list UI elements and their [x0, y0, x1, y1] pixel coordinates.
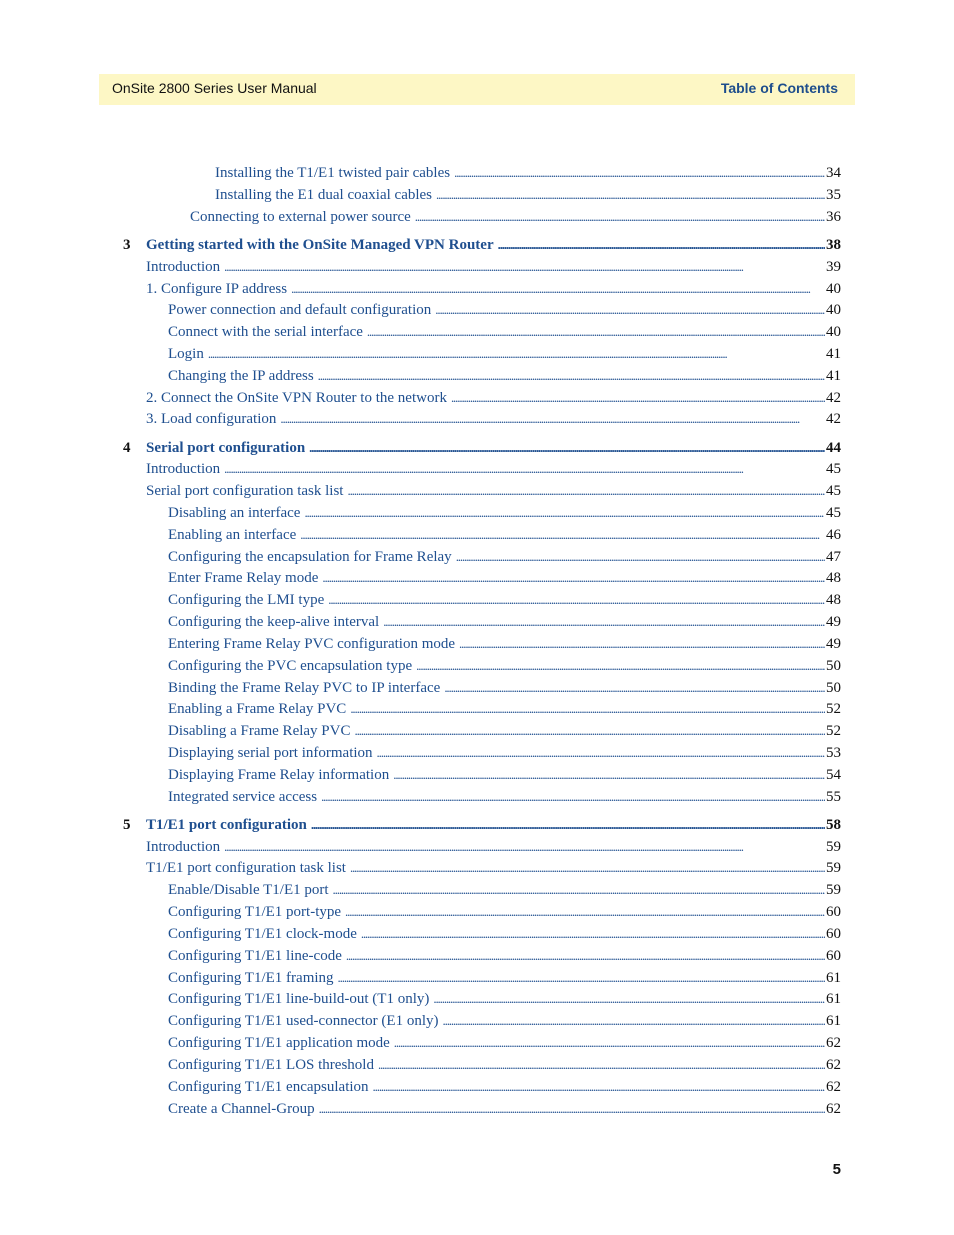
- toc-dot-leader: [394, 1033, 825, 1053]
- toc-entry-page[interactable]: 62: [826, 1035, 841, 1051]
- toc-entry-title[interactable]: Connect with the serial interface: [168, 324, 363, 340]
- toc-entry-title[interactable]: 2. Connect the OnSite VPN Router to the network: [146, 390, 447, 406]
- toc-entry-page[interactable]: 41: [826, 368, 841, 384]
- toc-entry-page[interactable]: 49: [826, 636, 841, 652]
- toc-dot-leader: [416, 656, 825, 676]
- toc-dot-leader: [300, 525, 825, 545]
- toc-entry-title[interactable]: 1. Configure IP address: [146, 281, 288, 297]
- toc-entry[interactable]: [168, 634, 841, 654]
- toc-entry-page[interactable]: 48: [826, 592, 841, 608]
- toc-dot-leader: [436, 185, 825, 205]
- toc-entry[interactable]: [168, 612, 841, 632]
- toc-entry-title[interactable]: Enable/Disable T1/E1 port: [168, 882, 329, 898]
- toc-entry-page[interactable]: 42: [826, 411, 841, 427]
- toc-entry-page[interactable]: 60: [826, 926, 841, 942]
- toc-entry-title[interactable]: Configuring the encapsulation for Frame Relay: [168, 549, 452, 565]
- toc-dot-leader: [378, 1055, 825, 1075]
- toc-dot-leader: [224, 257, 825, 277]
- toc-entry[interactable]: [168, 765, 841, 785]
- toc-chapter-number: 5: [123, 817, 131, 833]
- toc-entry-title[interactable]: Configuring the LMI type: [168, 592, 325, 608]
- toc-entry-title[interactable]: Login: [168, 346, 204, 362]
- toc-entry-title[interactable]: Configuring T1/E1 application mode: [168, 1035, 390, 1051]
- toc-entry-page[interactable]: 50: [826, 680, 841, 696]
- toc-dot-leader: [433, 989, 825, 1009]
- toc-entry[interactable]: [146, 858, 841, 878]
- toc-dot-leader: [311, 815, 825, 835]
- toc-entry[interactable]: [168, 1077, 841, 1097]
- toc-entry-page[interactable]: 59: [826, 839, 841, 855]
- toc-entry-title[interactable]: 3. Load configuration: [146, 411, 277, 427]
- toc-entry-title[interactable]: Installing the E1 dual coaxial cables: [215, 187, 433, 203]
- toc-entry-title[interactable]: Getting started with the OnSite Managed VPN Router: [146, 237, 494, 253]
- toc-dot-leader: [347, 481, 825, 501]
- toc-entry[interactable]: [168, 1033, 841, 1053]
- toc-entry-page[interactable]: 40: [826, 281, 841, 297]
- toc-entry[interactable]: [168, 1099, 841, 1119]
- toc-entry-title[interactable]: Configuring T1/E1 clock-mode: [168, 926, 357, 942]
- toc-entry[interactable]: [168, 968, 841, 988]
- toc-dot-leader: [451, 388, 825, 408]
- toc-dot-leader: [328, 590, 825, 610]
- toc-dot-leader: [373, 1077, 825, 1097]
- toc-entry[interactable]: [146, 481, 841, 501]
- toc-entry[interactable]: [190, 207, 841, 227]
- toc-entry-page[interactable]: 61: [826, 970, 841, 986]
- toc-entry-title[interactable]: Configuring the keep-alive interval: [168, 614, 380, 630]
- toc-entry-title[interactable]: Enter Frame Relay mode: [168, 570, 319, 586]
- toc-entry-title[interactable]: T1/E1 port configuration task list: [146, 860, 346, 876]
- toc-chapter-entry[interactable]: [146, 235, 841, 255]
- toc-entry-title[interactable]: Entering Frame Relay PVC configuration mode: [168, 636, 456, 652]
- toc-dot-leader: [319, 1099, 825, 1119]
- toc-entry-page[interactable]: 34: [826, 165, 841, 181]
- toc-entry-page[interactable]: 45: [826, 461, 841, 477]
- toc-entry-title[interactable]: Connecting to external power source: [190, 209, 411, 225]
- toc-dot-leader: [361, 924, 825, 944]
- toc-dot-leader: [309, 438, 825, 458]
- toc-entry-page[interactable]: 61: [826, 1013, 841, 1029]
- toc-entry-page[interactable]: 53: [826, 745, 841, 761]
- toc-entry-page[interactable]: 39: [826, 259, 841, 275]
- toc-entry-title[interactable]: Introduction: [146, 461, 221, 477]
- toc-entry-page[interactable]: 58: [826, 817, 841, 833]
- toc-entry-title[interactable]: Configuring T1/E1 encapsulation: [168, 1079, 369, 1095]
- toc-dot-leader: [291, 279, 825, 299]
- toc-entry[interactable]: [168, 699, 841, 719]
- toc-entry[interactable]: [168, 525, 841, 545]
- toc-entry-title[interactable]: Disabling an interface: [168, 505, 301, 521]
- toc-entry-title[interactable]: Introduction: [146, 839, 221, 855]
- toc-entry-page[interactable]: 47: [826, 549, 841, 565]
- toc-entry-page[interactable]: 46: [826, 527, 841, 543]
- toc-dot-leader: [304, 503, 825, 523]
- toc-entry-page[interactable]: 36: [826, 209, 841, 225]
- toc-entry-page[interactable]: 55: [826, 789, 841, 805]
- toc-entry[interactable]: [168, 1011, 841, 1031]
- toc-entry-page[interactable]: 40: [826, 324, 841, 340]
- toc-dot-leader: [345, 902, 825, 922]
- toc-entry-page[interactable]: 61: [826, 991, 841, 1007]
- toc-entry-page[interactable]: 62: [826, 1057, 841, 1073]
- toc-entry-title[interactable]: Enabling an interface: [168, 527, 297, 543]
- toc-entry[interactable]: [215, 163, 841, 183]
- toc-entry-page[interactable]: 52: [826, 701, 841, 717]
- toc-dot-leader: [338, 968, 825, 988]
- toc-chapter-entry[interactable]: [146, 815, 841, 835]
- toc-entry-page[interactable]: 50: [826, 658, 841, 674]
- toc-dot-leader: [435, 300, 825, 320]
- toc-entry-page[interactable]: 52: [826, 723, 841, 739]
- toc-entry[interactable]: [168, 503, 841, 523]
- toc-entry-page[interactable]: 45: [826, 483, 841, 499]
- toc-entry-title[interactable]: Installing the T1/E1 twisted pair cables: [215, 165, 451, 181]
- toc-entry-title[interactable]: Displaying serial port information: [168, 745, 373, 761]
- toc-entry-page[interactable]: 59: [826, 860, 841, 876]
- toc-dot-leader: [322, 568, 825, 588]
- toc-entry[interactable]: [168, 366, 841, 386]
- toc-dot-leader: [456, 547, 825, 567]
- toc-dot-leader: [350, 858, 825, 878]
- toc-entry-page[interactable]: 60: [826, 948, 841, 964]
- toc-entry[interactable]: [146, 409, 841, 429]
- toc-entry-title[interactable]: Enabling a Frame Relay PVC: [168, 701, 347, 717]
- toc-entry-title[interactable]: Power connection and default configuration: [168, 302, 432, 318]
- toc-entry-title[interactable]: Create a Channel-Group: [168, 1101, 315, 1117]
- toc-entry[interactable]: [168, 568, 841, 588]
- toc-dot-leader: [333, 880, 825, 900]
- toc-entry-title[interactable]: Binding the Frame Relay PVC to IP interface: [168, 680, 441, 696]
- toc-entry-page[interactable]: 35: [826, 187, 841, 203]
- toc-entry-page[interactable]: 54: [826, 767, 841, 783]
- toc-dot-leader: [321, 787, 825, 807]
- toc-dot-leader: [280, 409, 825, 429]
- toc-dot-leader: [393, 765, 825, 785]
- toc-entry[interactable]: [168, 590, 841, 610]
- toc-dot-leader: [318, 366, 825, 386]
- toc-entry[interactable]: [146, 279, 841, 299]
- toc-entry[interactable]: [168, 924, 841, 944]
- toc-entry[interactable]: [168, 1055, 841, 1075]
- toc-entry-page[interactable]: 41: [826, 346, 841, 362]
- toc-entry-page[interactable]: 38: [826, 237, 841, 253]
- toc-dot-leader: [350, 699, 825, 719]
- toc-dot-leader: [443, 1011, 826, 1031]
- toc-chapter-number: 4: [123, 440, 131, 456]
- toc-dot-leader: [459, 634, 825, 654]
- toc-entry[interactable]: [168, 946, 841, 966]
- section-title: Table of Contents: [720, 80, 838, 96]
- toc-entry-title[interactable]: Configuring T1/E1 line-build-out (T1 only): [168, 991, 430, 1007]
- toc-entry[interactable]: [168, 322, 841, 342]
- toc-entry[interactable]: [168, 743, 841, 763]
- toc-entry[interactable]: [146, 388, 841, 408]
- toc-entry-title[interactable]: Introduction: [146, 259, 221, 275]
- toc-entry-title[interactable]: T1/E1 port configuration: [146, 817, 307, 833]
- toc-entry-page[interactable]: 45: [826, 505, 841, 521]
- toc-entry[interactable]: [168, 344, 841, 364]
- toc-entry[interactable]: [215, 185, 841, 205]
- toc-chapter-entry[interactable]: [146, 438, 841, 458]
- toc-chapter-number: 3: [123, 237, 131, 253]
- toc-entry-page[interactable]: 44: [826, 440, 841, 456]
- toc-entry-title[interactable]: Configuring T1/E1 used-connector (E1 only): [168, 1013, 439, 1029]
- toc-entry[interactable]: [168, 787, 841, 807]
- toc-entry[interactable]: [168, 989, 841, 1009]
- toc-entry-page[interactable]: 59: [826, 882, 841, 898]
- toc-entry[interactable]: [168, 880, 841, 900]
- toc-dot-leader: [354, 721, 825, 741]
- toc-dot-leader: [444, 678, 825, 698]
- toc-entry-title[interactable]: Integrated service access: [168, 789, 318, 805]
- toc-entry-title[interactable]: Serial port configuration: [146, 440, 306, 456]
- toc-entry[interactable]: [146, 837, 841, 857]
- toc-entry-title[interactable]: Configuring T1/E1 port-type: [168, 904, 342, 920]
- toc-entry-page[interactable]: 60: [826, 904, 841, 920]
- toc-entry[interactable]: [168, 300, 841, 320]
- toc-entry[interactable]: [168, 721, 841, 741]
- toc-entry[interactable]: [146, 257, 841, 277]
- toc-entry[interactable]: [168, 902, 841, 922]
- toc-dot-leader: [367, 322, 825, 342]
- toc-dot-leader: [224, 459, 825, 479]
- toc-entry[interactable]: [146, 459, 841, 479]
- manual-title: OnSite 2800 Series User Manual: [112, 80, 317, 96]
- toc-entry-title[interactable]: Displaying Frame Relay information: [168, 767, 390, 783]
- toc-entry-title[interactable]: Changing the IP address: [168, 368, 314, 384]
- page-number: 5: [832, 1161, 841, 1178]
- toc-dot-leader: [498, 235, 825, 255]
- toc-dot-leader: [415, 207, 825, 227]
- toc-entry-title[interactable]: Serial port configuration task list: [146, 483, 344, 499]
- toc-entry-title[interactable]: Disabling a Frame Relay PVC: [168, 723, 351, 739]
- toc-entry-page[interactable]: 62: [826, 1101, 841, 1117]
- toc-entry-title[interactable]: Configuring T1/E1 LOS threshold: [168, 1057, 374, 1073]
- toc-entry-page[interactable]: 49: [826, 614, 841, 630]
- toc-dot-leader: [346, 946, 825, 966]
- toc-dot-leader: [383, 612, 825, 632]
- toc-dot-leader: [208, 344, 825, 364]
- toc-entry[interactable]: [168, 678, 841, 698]
- toc-entry[interactable]: [168, 547, 841, 567]
- toc-dot-leader: [224, 837, 825, 857]
- toc-dot-leader: [454, 163, 825, 183]
- toc-entry-page[interactable]: 40: [826, 302, 841, 318]
- toc-entry-title[interactable]: Configuring the PVC encapsulation type: [168, 658, 413, 674]
- toc-entry[interactable]: [168, 656, 841, 676]
- toc-entry-page[interactable]: 42: [826, 390, 841, 406]
- toc-dot-leader: [377, 743, 825, 763]
- toc-entry-page[interactable]: 62: [826, 1079, 841, 1095]
- toc-entry-page[interactable]: 48: [826, 570, 841, 586]
- toc-entry-title[interactable]: Configuring T1/E1 framing: [168, 970, 334, 986]
- toc-entry-title[interactable]: Configuring T1/E1 line-code: [168, 948, 342, 964]
